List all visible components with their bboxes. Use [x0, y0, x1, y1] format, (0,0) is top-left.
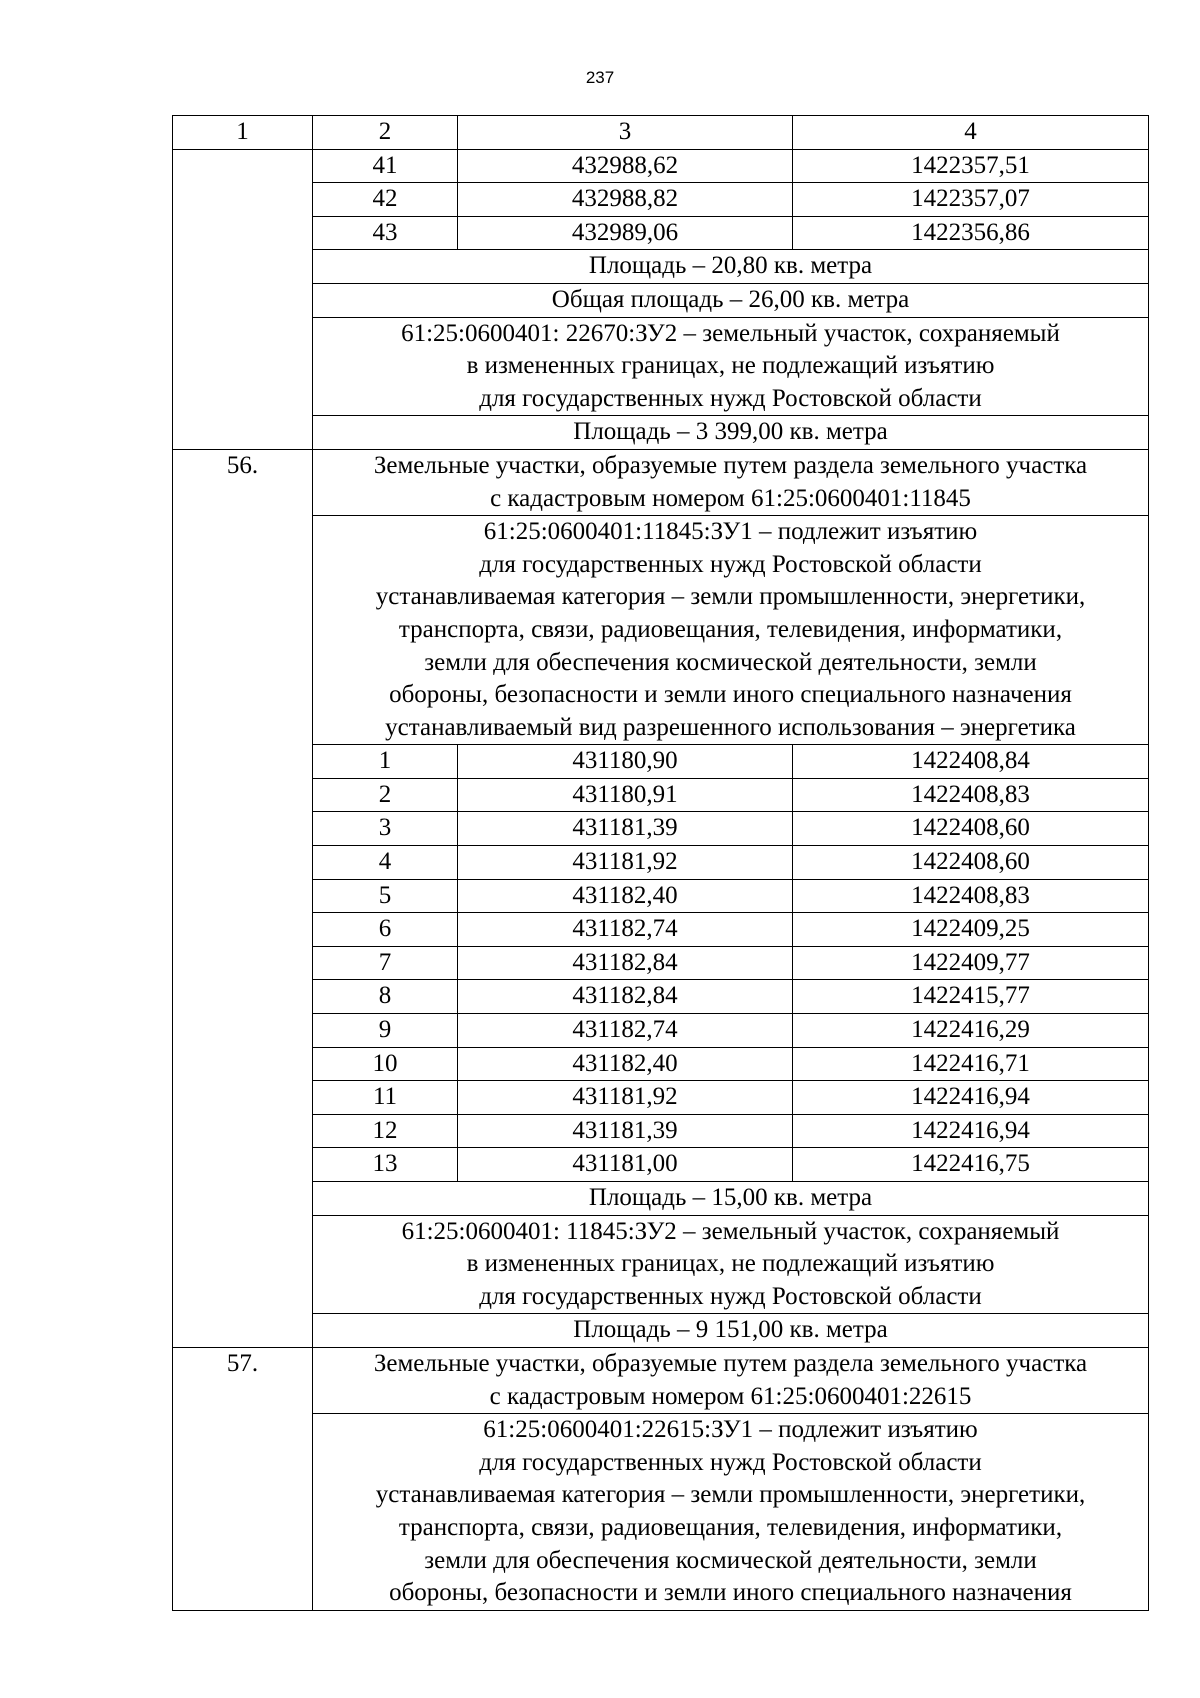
- plot-description: [313, 1414, 1149, 1611]
- coordinate-y: 1422416,94: [793, 1081, 1149, 1115]
- coordinate-y: 1422408,83: [793, 879, 1149, 913]
- retained-area-row: [173, 416, 1149, 450]
- retained-plot-text-line: 61:25:0600401: 11845:ЗУ2 – земельный участок, сохраняемый: [401, 1217, 1060, 1245]
- coordinate-y: 1422416,71: [793, 1047, 1149, 1081]
- point-number: 7: [313, 946, 458, 980]
- point-number: 2: [313, 778, 458, 812]
- item-title-row: [173, 1347, 1149, 1413]
- header-row: [173, 116, 1149, 150]
- coordinate-x: 432988,62: [458, 149, 793, 183]
- plot-description-line: обороны, безопасности и земли иного специального назначения: [389, 681, 1072, 709]
- point-number: 41: [313, 149, 458, 183]
- coordinate-y: 1422415,77: [793, 980, 1149, 1014]
- coordinate-y: 1422356,86: [793, 216, 1149, 250]
- coordinate-row: [173, 1047, 1149, 1081]
- coordinate-row: [173, 778, 1149, 812]
- coordinate-y: 1422409,25: [793, 913, 1149, 947]
- item-title-row: [173, 449, 1149, 515]
- item-title: [313, 449, 1149, 515]
- item-title: [313, 1347, 1149, 1413]
- coordinate-y: 1422357,07: [793, 183, 1149, 217]
- point-number: 12: [313, 1114, 458, 1148]
- plot-description-line: 61:25:0600401:11845:ЗУ1 – подлежит изъятию: [483, 518, 978, 546]
- coordinate-x: 431181,39: [458, 1114, 793, 1148]
- point-number: 4: [313, 846, 458, 880]
- coordinate-row: [173, 216, 1149, 250]
- coordinate-x: 431181,39: [458, 812, 793, 846]
- item-number-empty: [173, 149, 313, 449]
- point-number: 3: [313, 812, 458, 846]
- coordinate-x: 431182,74: [458, 913, 793, 947]
- coordinate-row: [173, 1014, 1149, 1048]
- coordinate-y: 1422408,60: [793, 846, 1149, 880]
- plot-description-line: для государственных нужд Ростовской области: [479, 550, 982, 578]
- area-row: [173, 250, 1149, 284]
- plot-description-line: транспорта, связи, радиовещания, телевидения, информатики,: [398, 615, 1063, 643]
- coordinate-row: [173, 183, 1149, 217]
- coordinate-y: 1422416,29: [793, 1014, 1149, 1048]
- coordinate-row: [173, 879, 1149, 913]
- retained-area-row: [173, 1314, 1149, 1348]
- point-number: 5: [313, 879, 458, 913]
- coordinate-x: 431182,84: [458, 980, 793, 1014]
- coordinate-row: [173, 812, 1149, 846]
- plot-description-line: обороны, безопасности и земли иного специального назначения: [389, 1579, 1072, 1607]
- coordinate-row: [173, 1114, 1149, 1148]
- point-number: 42: [313, 183, 458, 217]
- item-number: 57.: [173, 1347, 313, 1610]
- retained-plot-row: [173, 1215, 1149, 1314]
- coordinate-x: 432989,06: [458, 216, 793, 250]
- item-title-line: Земельные участки, образуемые путем раздела земельного участка: [373, 1349, 1088, 1377]
- coordinate-x: 431181,00: [458, 1148, 793, 1182]
- coordinate-x: 431182,74: [458, 1014, 793, 1048]
- coordinate-row: [173, 745, 1149, 779]
- coordinate-y: 1422408,83: [793, 778, 1149, 812]
- coordinate-row: [173, 846, 1149, 880]
- retained-area-text: Площадь – 9 151,00 кв. метра: [313, 1314, 1149, 1348]
- coordinate-row: [173, 980, 1149, 1014]
- coordinate-y: 1422408,84: [793, 745, 1149, 779]
- plot-description-line: устанавливаемая категория – земли промышленности, энергетики,: [375, 1481, 1086, 1509]
- point-number: 43: [313, 216, 458, 250]
- coordinate-row: [173, 149, 1149, 183]
- coordinate-y: 1422408,60: [793, 812, 1149, 846]
- point-number: 1: [313, 745, 458, 779]
- item-number: 56.: [173, 449, 313, 1347]
- coordinate-x: 431182,84: [458, 946, 793, 980]
- total-area-row: [173, 283, 1149, 317]
- retained-plot-text-line: для государственных нужд Ростовской области: [479, 1282, 982, 1310]
- item-title-line: с кадастровым номером 61:25:0600401:11845: [490, 484, 971, 512]
- item-title-line: с кадастровым номером 61:25:0600401:22615: [489, 1382, 972, 1410]
- coordinate-x: 431181,92: [458, 846, 793, 880]
- coordinate-row: [173, 1148, 1149, 1182]
- area-row: [173, 1182, 1149, 1216]
- coordinate-x: 431180,90: [458, 745, 793, 779]
- point-number: 8: [313, 980, 458, 1014]
- coordinate-y: 1422357,51: [793, 149, 1149, 183]
- plot-description-line: для государственных нужд Ростовской области: [479, 1448, 982, 1476]
- header-col-1: 1: [173, 116, 313, 150]
- plot-description: [313, 516, 1149, 745]
- header-col-4: 4: [793, 116, 1149, 150]
- plot-description-line: земли для обеспечения космической деятельности, земли: [424, 648, 1037, 676]
- area-text: Площадь – 15,00 кв. метра: [313, 1182, 1149, 1216]
- page-number: 237: [585, 68, 615, 87]
- retained-area-text: Площадь – 3 399,00 кв. метра: [313, 416, 1149, 450]
- plot-description-line: 61:25:0600401:22615:ЗУ1 – подлежит изъятию: [483, 1416, 978, 1444]
- retained-plot-text: [313, 317, 1149, 416]
- plot-description-row: [173, 1414, 1149, 1611]
- plot-description-line: устанавливаемая категория – земли промышленности, энергетики,: [375, 583, 1086, 611]
- retained-plot-text-line: 61:25:0600401: 22670:ЗУ2 – земельный участок, сохраняемый: [401, 319, 1060, 347]
- header-col-3: 3: [458, 116, 793, 150]
- retained-plot-row: [173, 317, 1149, 416]
- plot-description-row: [173, 516, 1149, 745]
- coordinates-table: [172, 115, 1149, 1611]
- retained-plot-text: [313, 1215, 1149, 1314]
- coordinate-y: 1422409,77: [793, 946, 1149, 980]
- point-number: 10: [313, 1047, 458, 1081]
- point-number: 13: [313, 1148, 458, 1182]
- coordinate-row: [173, 1081, 1149, 1115]
- plot-description-line: устанавливаемый вид разрешенного использования – энергетика: [385, 713, 1076, 741]
- point-number: 6: [313, 913, 458, 947]
- retained-plot-text-line: в измененных границах, не подлежащий изъятию: [466, 1250, 995, 1278]
- item-title-line: Земельные участки, образуемые путем раздела земельного участка: [373, 451, 1088, 479]
- point-number: 9: [313, 1014, 458, 1048]
- coordinate-x: 431182,40: [458, 879, 793, 913]
- coordinate-row: [173, 946, 1149, 980]
- total-area-text: Общая площадь – 26,00 кв. метра: [313, 283, 1149, 317]
- point-number: 11: [313, 1081, 458, 1115]
- coordinate-row: [173, 913, 1149, 947]
- coordinate-y: 1422416,94: [793, 1114, 1149, 1148]
- area-text: Площадь – 20,80 кв. метра: [313, 250, 1149, 284]
- coordinate-y: 1422416,75: [793, 1148, 1149, 1182]
- plot-description-line: земли для обеспечения космической деятельности, земли: [424, 1546, 1037, 1574]
- retained-plot-text-line: в измененных границах, не подлежащий изъятию: [466, 352, 995, 380]
- coordinate-x: 431181,92: [458, 1081, 793, 1115]
- coordinate-x: 431182,40: [458, 1047, 793, 1081]
- coordinate-x: 432988,82: [458, 183, 793, 217]
- header-col-2: 2: [313, 116, 458, 150]
- plot-description-line: транспорта, связи, радиовещания, телевидения, информатики,: [398, 1513, 1063, 1541]
- coordinate-x: 431180,91: [458, 778, 793, 812]
- retained-plot-text-line: для государственных нужд Ростовской области: [479, 384, 982, 412]
